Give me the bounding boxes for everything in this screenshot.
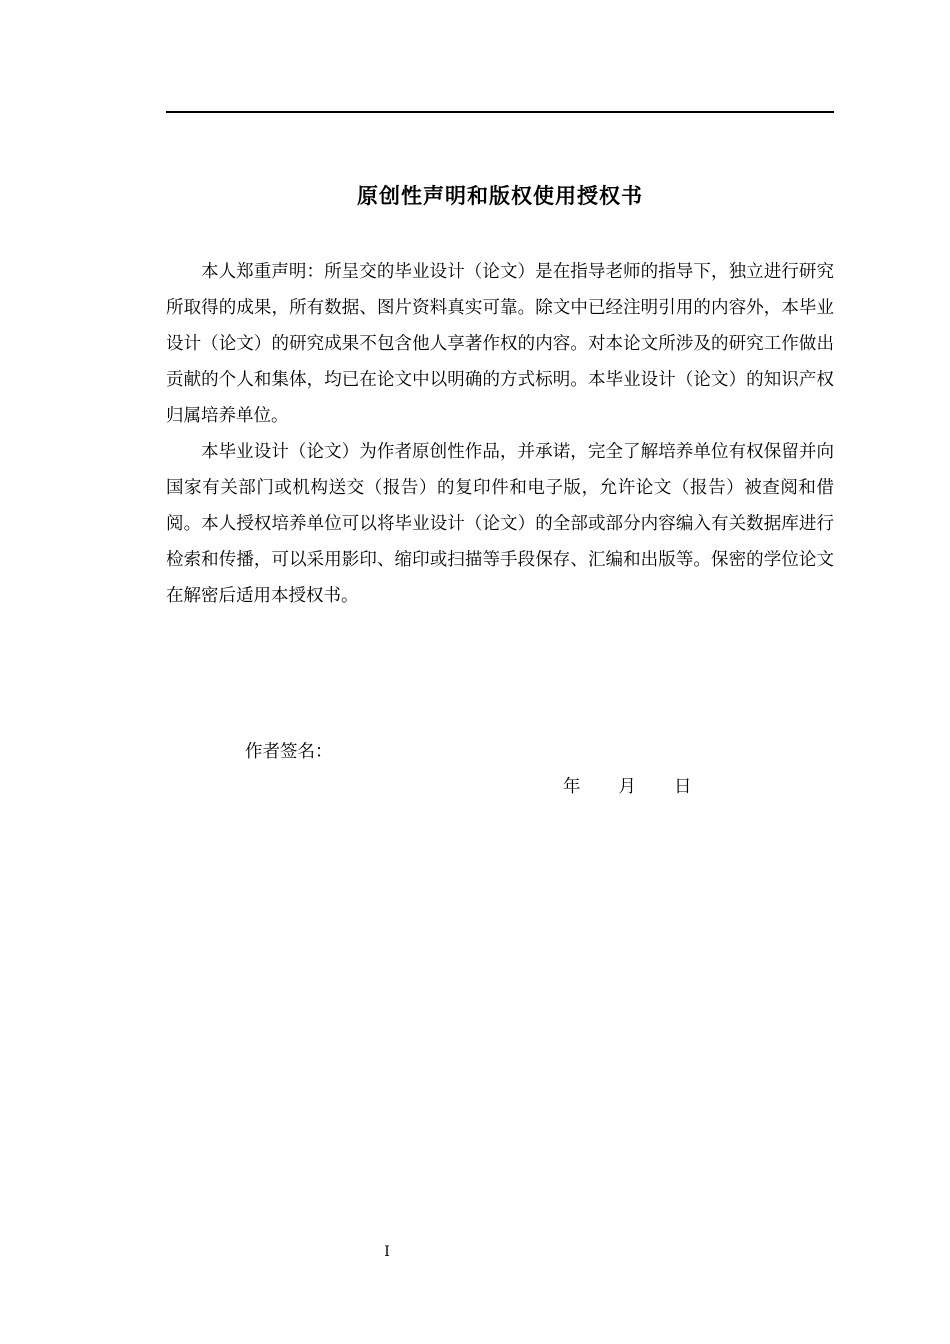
page-number: I (384, 1244, 390, 1260)
declaration-paragraph-authorization: 本毕业设计（论文）为作者原创性作品，并承诺，完全了解培养单位有权保留并向国家有关部门或机构送交（报告）的复印件和电子版，允许论文（报告）被查阅和借阅。本人授权培养单位可以将毕业设计（论文）的全部或部分内容编入有关数据库进行检索和传播，可以采用影印、缩印或扫描等手段保存、汇编和出版等。保密的学位论文在解密后适用本授权书。 (166, 442, 834, 606)
declaration-paragraph-originality: 本人郑重声明：所呈交的毕业设计（论文）是在指导老师的指导下，独立进行研究所取得的成果，所有数据、图片资料真实可靠。除文中已经注明引用的内容外，本毕业设计（论文）的研究成果不包含他人享著作权的内容。对本论文所涉及的研究工作做出贡献的个人和集体，均已在论文中以明确的方式标明。本毕业设计（论文）的知识产权归属培养单位。 (166, 262, 834, 426)
document-title: 原创性声明和版权使用授权书 (357, 184, 643, 208)
signature-date (563, 773, 692, 801)
date-year-label: 年 (563, 777, 581, 797)
declaration-body (166, 254, 834, 614)
date-day-label: 日 (674, 777, 692, 797)
author-signature-label: 作者签名： (245, 742, 333, 762)
header-rule (166, 111, 834, 113)
date-month-label: 月 (618, 777, 636, 797)
